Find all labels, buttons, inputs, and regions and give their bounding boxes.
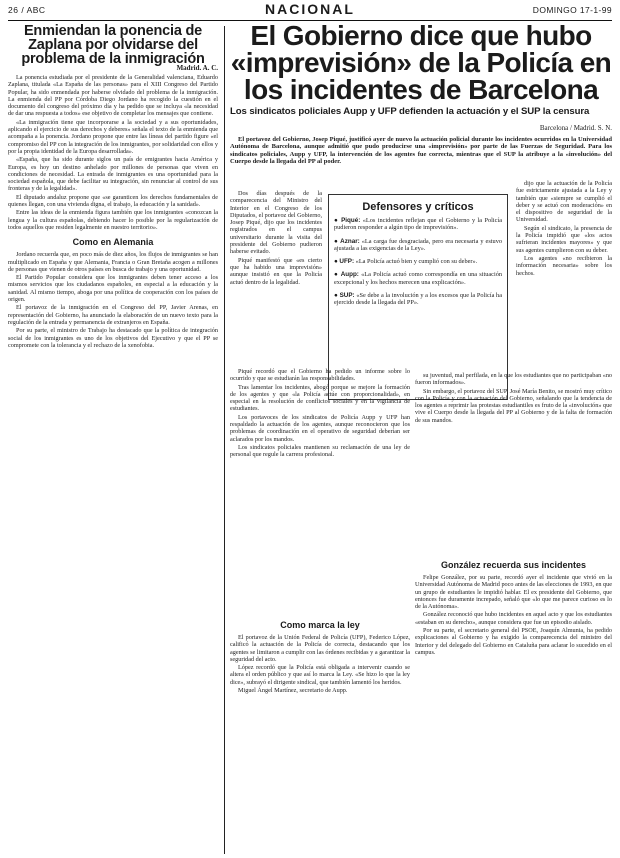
como-marca-ley-subhead: Como marca la ley [280, 620, 360, 630]
paragraph: Tras lamentar los incidentes, abogó porque se mejore la formación de los agentes y que «la Policía actúe con proporcionalidad», en especial en la resolución de conflictos sociales y en la vigilancia de estudiantes. [230, 383, 410, 413]
left-story-body [8, 74, 218, 231]
left-story-byline: Madrid. A. C. [176, 64, 218, 72]
main-col-e [415, 372, 612, 425]
paragraph: González reconoció que hubo incidentes en aquel acto y que los estudiantes «estaban en su derecho», aunque considera que fue un episodio aislado. [415, 611, 612, 626]
main-story-header [230, 20, 612, 132]
paragraph: Los agentes «no recibieron la información necesaria» sobre los hechos. [516, 254, 612, 277]
paragraph: dijo que la actuación de la Policía fue estrictamente ajustada a la Ley y también que «siempre se cumplió el deber y se actuó con moderación» en el dispositivo de seguridad de la Universidad. [516, 180, 612, 224]
paragraph: El portavoz de la inmigración en el Congreso del PP, Javier Arenas, en representación del Gobierno, ha anunciado la elaboración de un nuevo texto para la regulación de la entrada y permanencia de extranjeros en España. [8, 304, 218, 326]
paragraph: Por su parte, el secretario general del PSOE, Joaquín Almunia, ha pedido explicaciones al Gobierno y ha exigido la comparecencia del ministro del Interior y del delegado del Gobierno en Cataluña para aclarar lo sucedido en el campus. [415, 627, 612, 656]
paragraph: Dos días después de la comparecencia del Ministro del Interior en el Congreso de los Diputados, el portavoz del Gobierno, Josep Piqué, dijo que los incidentes registrados en el campus universitario durante la visita del presidente del Gobierno pudieron haberse evitado. [230, 190, 322, 256]
main-col-d [516, 180, 612, 278]
como-marca-ley [230, 614, 410, 695]
sidebar-item: ● UFP: «La Policía actuó bien y cumplió con su deber». [334, 258, 478, 266]
sidebar-item-label: Piqué: [341, 217, 361, 224]
paragraph: Por su parte, el ministro de Trabajo ha destacado que la política de integración social de los inmigrantes es uno de los objetivos del Ejecutivo y que el PP se compromete con la tolerancia y el rechazo de la xenofobia. [8, 327, 218, 349]
sidebar-title: Defensores y críticos [362, 201, 474, 213]
sidebar-item: ● Piqué: «Los incidentes reflejan que el Gobierno y la Policía pudieron responder a algún tipo de imprevisión». [334, 217, 502, 232]
left-story-subhead: Como en Alemania [72, 237, 154, 248]
paragraph: El Partido Popular considera que los inmigrantes deben tener acceso a los mismos servicios que los ciudadanos españoles, en especial a la educación y la sanidad. Al mismo tiempo, aboga por una política de cooperación con los países de origen. [8, 274, 218, 304]
column-divider [224, 26, 225, 854]
sidebar-item: ● Aznar: «La carga fue desgraciada, pero era necesaria y estuvo ajustada a las exigencias de la Ley». [334, 237, 502, 252]
sidebar-item-label: SUP: [339, 292, 355, 300]
left-story-body-2 [8, 251, 218, 349]
paragraph: su juventud, mal perfilada, en la que los estudiantes que no participaban «no fueron informados». [415, 372, 613, 387]
main-story-title: El Gobierno dice que hubo «imprevisión» de la Policía en los incidentes de Barcelona [230, 20, 612, 105]
paragraph: López recordó que la Policía está obligada a intervenir cuando se altera el orden público y que así lo marca la Ley. «Se hizo lo que la ley dice», subrayó el dirigente sindical, que también lamentó los heridos. [230, 664, 410, 686]
sidebar-item-text: «La Policía actuó bien y cumplió con su deber». [355, 258, 478, 266]
left-story-title: Enmiendan la ponencia de Zaplana por olvidarse del problema de la inmigración [21, 23, 205, 67]
sidebar-item-label: Aznar: [340, 237, 360, 245]
gonzalez-body [415, 574, 612, 656]
main-col-f [230, 368, 410, 460]
sidebar-item-text: «La carga fue desgraciada, pero era necesaria y estuvo ajustada a las exigencias de la Ley». [334, 237, 502, 252]
paragraph: Felipe González, por su parte, recordó ayer el incidente que vivió en la Universidad Autónoma de Madrid poco antes de las elecciones de 1993, en que un grupo de estudiantes le impidió hablar. El ex presidente del Gobierno, que entonces fue duramente increpado, señaló que «lo que me parece curioso es lo de la Autónoma». [415, 574, 612, 611]
paragraph: La ponencia estudiada por el presidente de la Generalidad valenciana, Eduardo Zaplana, titulada «La España de las personas» para el XIII Congreso del Partido Popular, ha sido enmendada por haberse olvidado del problema de la inmigración. La enmienda del PP por Córdoba Diego Jordano ha recogido la cuestión en el documento del congreso del próximo día y ha pedido que se incluya «la necesidad de dar una respuesta a todos» ese objetivo de completar los mensajes que contiene. [8, 74, 218, 118]
paragraph: «España, que ha sido durante siglos un país de emigrantes hacia América y Europa, es hoy un destino anhelado por millones de personas que viven en condiciones de necesidad. La entrada de inmigrantes es una oportunidad para la sociedad española, que debe facilitar su integración, sin renunciar al control de sus fronteras y de la legalidad». [8, 156, 218, 193]
left-story [8, 62, 218, 350]
sidebar-item-text: «La Policía actuó como correspondía en una situación excepcional y los hechos merecen una explicación». [334, 271, 502, 286]
gonzalez-subhead: González recuerda sus incidentes [440, 560, 587, 570]
paragraph: Según el sindicato, la presencia de la Policía impidió que «los actos sufrieran incidentes mayores» y que sus agentes cumplieron con su deber. [516, 224, 612, 254]
sidebar-item: ● SUP: «Se debe a la involución y a los excesos que la Policía ha ejercido desde la llegada del PP». [334, 292, 502, 307]
paragraph: El portavoz de la Unión Federal de Policía (UFP), Federico López, calificó la actuación de la Policía de correcta, destacando que los agentes se limitaron a cumplir con las órdenes recibidas y a garantizar la seguridad del acto. [230, 634, 410, 663]
gonzalez-story [415, 560, 612, 657]
page-header [8, 0, 612, 21]
sidebar-item: ● Aupp: «La Policía actuó como correspondía en una situación excepcional y los hechos merecen una explicación». [334, 271, 502, 286]
left-story-header [8, 24, 218, 66]
sidebar-item-label: Aupp: [340, 271, 359, 279]
date-label: DOMINGO 17-1-99 [532, 5, 612, 15]
como-marca-ley-body [230, 634, 410, 694]
sidebar-item-label: UFP: [339, 258, 355, 266]
paragraph: Entre las ideas de la enmienda figura también que los inmigrantes «conozcan la lengua y la cultura españolas, debiendo hacer lo posible por la regularización de todos aquellos que residen legalmente en nuestro territorio». [8, 209, 218, 231]
sidebar-item-text: «Los incidentes reflejan que el Gobierno y la Policía pudieron responder a algún tipo de imprevisión». [334, 217, 502, 232]
paragraph: Piqué recordó que el Gobierno ha pedido un informe sobre lo ocurrido y que se estudiarán las responsabilidades. [230, 368, 410, 383]
paragraph: Sin embargo, el portavoz del SUP, José María Benito, se mostró muy crítico con la Policía y con la actuación del Gobierno, señalando que la tendencia de los agentes a reprimir las protestas estudiantiles es fruto de la «involución» que vive el Cuerpo desde la llegada del PP al Gobierno y de la falta de formación de sus mandos. [415, 387, 612, 424]
main-col-a [230, 190, 322, 287]
main-story-byline: Barcelona / Madrid. S. N. [539, 124, 612, 132]
sidebar-item-text: «Se debe a la involución y a los excesos que la Policía ha ejercido desde la llegada del PP». [334, 292, 502, 307]
paragraph: Jordano recuerda que, en poco más de diez años, los flujos de inmigrantes se han multiplicado en España y que Alemania, Francia o Gran Bretaña acogen a millones de personas que vienen de otros países en busca de trabajo y una oportunidad. [8, 251, 218, 273]
paragraph: Los sindicatos policiales mantienen su reclamación de una ley de personal que regule la carrera profesional. [230, 443, 410, 459]
paragraph: Miguel Ángel Martínez, secretario de Aupp. [238, 687, 348, 695]
page-label: 26 / ABC [8, 5, 46, 15]
paragraph: Los portavoces de los sindicatos de Policía Aupp y UFP han respaldado la actuación de los agentes, aunque reconocieron que los problemas de coordinación en el operativo de seguridad deberían ser aclarados por los mandos. [230, 413, 410, 443]
paragraph: «La inmigración tiene que incorporarse a la sociedad y a sus oportunidades, aplicando el ejercicio de sus derechos y deberes» señala el texto de la enmienda que acompaña a la ponencia. Jordano propone que entre las líneas del partido figure «el compromiso del PP con la integración de los inmigrantes, por solidaridad con ellos y por la propia identidad de la Europa desarrollada». [8, 118, 218, 155]
paragraph: El diputado andaluz propone que «se garanticen los derechos fundamentales de quienes llegan, con una vivienda digna, el trabajo, la educación y la sanidad». [8, 193, 218, 209]
paragraph: Piqué manifestó que «es cierto que ha habido una imprevisión» aunque insistió en que la Policía actuó dentro de la legalidad. [230, 256, 322, 286]
main-story-lead: El portavoz del Gobierno, Josep Piqué, justificó ayer de nuevo la actuación policial durante los incidentes ocurridos en la Universidad Autónoma de Barcelona, aunque admitió que pudo producirse una «imprevisión» por parte de las Fuerzas de Seguridad. Para los sindicatos policiales, Aupp y UFP, la intervención de los agentes fue correcta, mientras que el SUP la atribuye a la «involución» del Cuerpo desde la llegada del PP al poder. [230, 136, 612, 166]
section-title: NACIONAL [265, 1, 355, 17]
main-story-subtitle: Los sindicatos policiales Aupp y UFP defienden la actuación y el SUP la censura [230, 106, 590, 117]
